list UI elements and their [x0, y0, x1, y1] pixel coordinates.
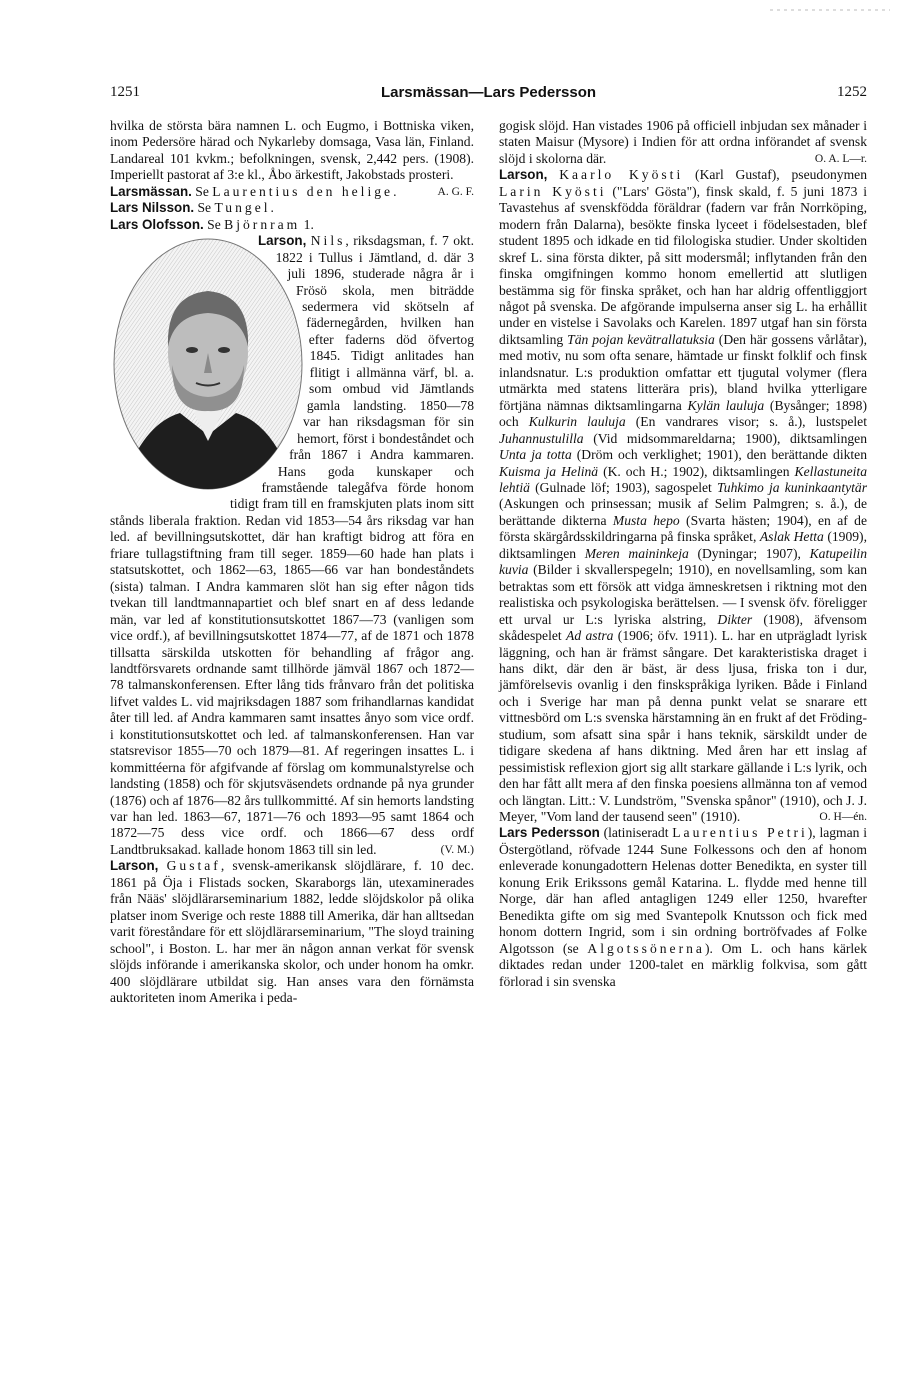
headword: Lars Olofsson.	[110, 216, 204, 232]
author-signature: O. H—én.	[819, 811, 867, 824]
headword: Lars Pedersson	[499, 825, 600, 841]
pseudonym: Larin Kyösti	[499, 183, 607, 199]
author-signature: A. G. F.	[437, 185, 474, 198]
headword: Larsmässan.	[110, 183, 192, 199]
given-name: Nils	[310, 233, 346, 249]
author-signature: (V. M.)	[440, 843, 474, 856]
cross-reference: Björnram	[224, 216, 301, 232]
work-title: Ad astra	[566, 628, 614, 644]
portrait-image	[110, 235, 306, 493]
headword: Lars Nilsson.	[110, 200, 195, 216]
page-header	[110, 84, 867, 106]
work-title: Kellastuneita lehtiä	[499, 463, 867, 495]
entry-larson-nils	[110, 233, 474, 858]
work-title: Aslak Hetta	[759, 529, 824, 545]
entry-larson-kaarlo-kyosti: Larson, Kaarlo Kyösti (Karl Gustaf), pseudonymen Larin Kyösti ("Lars' Gösta"), finsk skald, f. 5 juni 1873 i Tavastehus af svenskfödda föräldrar (fadern var från Norrköping, modern från Dalarna), besökte finska lyceet i födelsestaden, blef student 1895 och idkade en tid filologiska studier. Under skoltiden skref L. sina första dikter, på sitt modersmål; inflytanden från den finska omgifningen kommo honom emellertid att slutligen bestämma sig för finska språket, och han har aldrig offentliggjort något på svenska. De afgörande impulserna anser sig L. ha erhållit under en vistelse i Savolaks och Karelen. 1897 utgaf han sin första diktsamling Tän pojan kevätrallatuksia (Den här gossens vårlåtar), med motiv, nu som ofta senare, hämtade ur finskt folklif och finsk inlandsnatur. L:s produktion omfattar ett tjugutal volymer (flera utmärkta med statens litterära pris), bland hvilka ytterligare förtjäna nämnas diktsamlingarna Kylän lauluja (Bysånger; 1898) och Kulkurin lauluja (En vandrares visor; s. å.), lustspelet Juhannustulilla (Vid midsommareldarna; 1900), diktsamlingen Unta ja totta (Dröm och verklighet; 1901), den berättande dikten Kuisma ja Helinä (K. och H.; 1902), diktsamlingen Kellastuneita lehtiä (Gulnade löf; 1903), sagospelet Tuhkimo ja kuninkaantytär (Askungen och prinsessan; musik af Selim Palmgren; s. å.), de berättande dikterna Musta hepo (Svarta hästen; 1904), en af de första skärgårdsskildringarna på finska språket, Aslak Hetta (1909), diktsamlingen Meren maininkeja (Dyningar; 1907), Katupeilin kuvia (Bilder i skvallerspegeln; 1910), en novellsamling, som kan betraktas som ett försök att vidga ämneskretsen i riktning mot den realistiska och psykologiska berättelsen. — I svensk öfv. föreligger ett urval ur L:s lyriska alstring, Dikter (1908), äfvensom skådespelet Ad astra (1906; öfv. 1911). L. har en utprägladt lyrisk läggning, och han är främst sångare. Det karakteristiska draget i hans dikt, där den är bäst, är dess ljusa, friska ton i dur, jämförelsevis ovanlig i den finskspråkiga lyriken. Både i Finland och i Sverige har man på denna punkt velat se snarare ett vittnesbörd om L:s svenska härstamning än en frukt af det Fröding-studium, som afsatt sina spår i hans teknik, särskildt under de tidigare skedena af hans diktning. Med åren har ett inslag af pessimistisk reflexion gjort sig allt starkare gällande i L:s lyrik, och den har fått allt mera af den finska poesiens allmänna ton af vemod och längtan. Litt.: V. Lundström, "Svenska spånor" (1910), och J. J. Meyer, "Vom land der tausend seen" (1910). O. H—én.	[499, 167, 868, 825]
entry-text: hvilka de största bära namnen L. och Eugmo, i Bottniska viken, inom Pedersöre härad och Nykarleby domsaga, Vasa län, Finland. Landareal 101 kvkm.; befolkningen, svensk, 2,442 pers. (1908). Imperiellt pastorat af 3:e kl., Åbo ärkestift, Jakobstads prosteri.	[110, 118, 474, 183]
cross-reference: Laurentius den helige	[212, 183, 394, 199]
entry-larsmassan: Larsmässan. Se Laurentius den helige.	[110, 183, 397, 199]
cross-reference: Algotssönerna	[587, 940, 705, 956]
right-column	[499, 118, 867, 990]
work-title: Kuisma ja Helinä	[499, 463, 599, 479]
entry-lars-olofsson: Lars Olofsson. Se Björnram 1.	[110, 216, 314, 232]
work-title: Meren maininkeja	[584, 545, 689, 561]
page-number-right: 1252	[837, 84, 867, 100]
page-number-left: 1251	[110, 84, 140, 100]
given-name: Kaarlo Kyösti	[559, 167, 684, 183]
entry-lars-pedersson: Lars Pedersson (latiniseradt Laurentius Petri), lagman i Östergötland, röfvade 1244 Sune Folkessons och den af honom enleverade konungadottern Helenas dotter Benedikta, en syster till konung Erik Erikssons gemål Katarina. L. flydde med henne till Norge, där han afled antagligen 1249 eller 1250, hvarefter Benedikta gifte om sig med Svantepolk Knutsson och fick med honom dottern Ingrid, som i sin ordning bortröfvades af Folke Algotsson (se Algotssönerna). Om L. och hans kärlek diktades redan under 1200-talet en märklig folkvisa, som gått förlorad i sin svenska	[499, 825, 867, 989]
entry-larson-gustaf-continuation	[499, 118, 867, 167]
left-column	[110, 118, 474, 1006]
scan-artifact-line	[770, 8, 890, 12]
work-title: Kylän lauluja	[687, 397, 765, 413]
entry-text: gogisk slöjd. Han vistades 1906 på officiell inbjudan sex månader i staten Maisur (Mysore) i Indien för att ordna införandet af svensk slöjd i skolorna där.	[499, 118, 867, 166]
work-title: Musta hepo	[612, 512, 680, 528]
headword: Larson,	[499, 167, 548, 183]
author-signature: O. A. L—r.	[814, 152, 867, 165]
entry-lars-nilsson: Lars Nilsson. Se Tungel.	[110, 200, 274, 216]
work-title: Unta ja totta	[499, 447, 572, 463]
entry-larson-gustaf	[110, 858, 474, 1006]
work-title: Juhannustulilla	[499, 430, 584, 446]
portrait-wrap	[110, 235, 310, 497]
work-title: Katupeilin kuvia	[499, 545, 867, 578]
given-name: Gustaf	[166, 858, 221, 874]
running-title: Larsmässan—Lars Pedersson	[380, 84, 597, 101]
headword: Larson,	[110, 858, 159, 874]
entry-text: , svensk-amerikansk slöjdlärare, f. 10 dec. 1861 på Öja i Flistads socken, Skaraborgs län, utexaminerades från Nääs' slöjdlärarseminarium 1882, ledde slöjdskolor på olika platser inom Sverige och reste 1888 till Amerika, där han alltsedan varit föreståndare för ett slöjdlärarseminarium, "The sloyd training school", i Boston. L. har mer än någon annan verkat för svensk slöjds införande i amerikanska skolor, och under honom ha omkr. 400 slöjdlärare utbildat sig. Han anses vara den förnämsta auktoriteten inom Amerika i peda-	[110, 858, 474, 1006]
work-title: Dikter	[717, 611, 753, 627]
work-title: Tuhkimo ja kuninkaantytär	[716, 479, 868, 495]
latinized-name: Laurentius Petri	[672, 825, 808, 841]
work-title: Tän pojan kevätrallatuksia	[567, 331, 715, 347]
cross-reference: Tungel	[214, 200, 271, 216]
work-title: Kulkurin lauluja	[528, 414, 626, 430]
headword: Larson,	[257, 233, 307, 249]
entry-text: , riksdagsman, f. 7 okt. 1822 i Tullus i Jämtland, d. där 3 juli 1896, studerade några år i Frösö skola, men biträdde sedermera vid skötseln af fädernegården, hvilken han efter faderns död öfvertog 1845. Tidigt anlitades han flitigt i allmänna värf, bl. a. som ombud vid Jämtlands gamla landsting. 1850—78 var han riksdagsman för sin hemort, först i bondeståndet och från 1867 i Andra kammaren. Hans goda kunskaper och framstående talegåfva förde honom tidigt fram till en framskjuten plats inom sitt stånds liberala fraktion. Redan vid 1853—54 års riksdag var han led. af bevillningsutskottet, där han kraftigt bidrog att föra en friare tullagstiftning fram till seger. 1859—60 hade han plats i statsutskottet, och 1862—63, 1865—66 var han bondeståndets (sista) talman. I Andra kammaren slöt han sig efter någon tids tvekan till landtmannapartiet och blef snart en af dess ledande män, var led af konstitutionsutskottet 1867—73 (vanligen som vice ordf.), af bevillningsutskottet 1874—77, af de 1871 och 1878 tillsatta särskilda utskotten för behandling af frågor ang. landtförsvarets ordnande samt tillhörde jämväl 1867 och 1872—78 talmanskonferensen. Efter lång tids frånvaro från det politiska lifvet valdes L. vid majriksdagen 1887 som frihandlarnas kandidat åter till led. af Andra kammaren samt insattes ånyo som vice ordf. i konstitutionsutskottet och led. af talmanskonferensen. Han var statsrevisor 1855—70 och 1879—81. Af regeringen insattes L. i kommittéerna för afgifvande af förslag om kommunalstyrelse och landsting (1858) och för skjutsväsendets ordnande på nya grunder (1876) och af 1876—82 års tullkommitté. Af sin hemorts landsting var han led. 1863—67, 1871—76 och 1893—95 samt 1864 och 1872—75 dess vice ordf. och 1866—67 dess ordf Landtbruksakad. kallade honom 1863 till sin led.	[110, 233, 474, 857]
